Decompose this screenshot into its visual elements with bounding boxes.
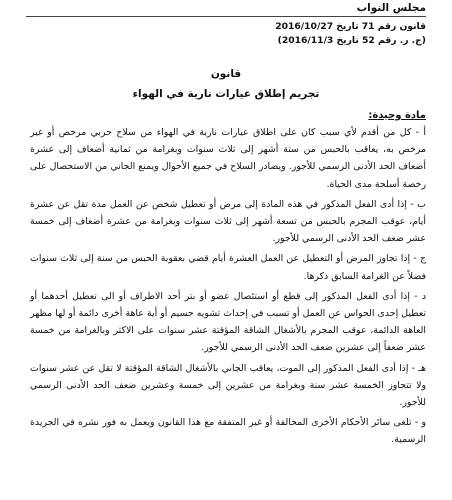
gazette-reference: (ج. ر. رقم 52 تاريخ 2016/11/3) xyxy=(277,35,426,46)
document-header xyxy=(26,2,426,46)
single-article-label: مادة وحيدة: xyxy=(368,110,426,121)
law-subtitle: تجريم إطلاق عيارات نارية في الهواء xyxy=(132,88,320,100)
law-title-block xyxy=(0,68,452,100)
header-divider xyxy=(26,16,426,17)
clause-b: ب - إذا أدى الفعل المذكور في هذه المادة إلى مرض أو تعطيل شخص عن العمل مدة تقل عن عشرة أيام، عوقب المجرم بالحبس من تسعة أشهر إلى ثلاث سنوات وبغرامة من عشرة أضعاف إلى خمسة عشر ضعف الحد الأدنى الرسمي للأجور. xyxy=(30,198,426,245)
issuer-heading: مجلس النواب xyxy=(356,2,426,14)
law-body xyxy=(30,124,426,452)
clause-d: د - إذا أدى الفعل المذكور إلى قطع أو استئصال عضو أو بتر أحد الاطراف أو الى تعطيل أحدهما أو تعطيل إحدى الحواس عن العمل أو تسبب في إحداث تشويه جسيم أو أية عاهة أخرى دائمة أو لها مظهر العاهة الدائمة، عوقب المجرم بالأشغال الشاقة المؤقتة عشر سنوات على الاكثر وبالغرامة من خمسة عشر ضعفاً إلى عشرين ضعف الحد الأدنى الرسمي للأجور. xyxy=(30,290,426,354)
law-number-date: قانون رقم 71 تاريخ 2016/10/27 xyxy=(275,21,426,32)
law-title: قانون xyxy=(210,68,242,80)
clause-f: و - تلغى سائر الأحكام الأخرى المخالفة أو غير المتفقة مع هذا القانون ويعمل به فور نشره في الجريدة الرسمية. xyxy=(30,417,426,446)
clause-c: ج - إذا تجاوز المرض أو التعطيل عن العمل العشرة أيام قضي بعقوبة الحبس من سنة إلى ثلاث سنوات فضلاً عن الغرامة السابق ذكرها. xyxy=(30,253,426,282)
clause-a: أ - كل من أقدم لأي سبب كان على اطلاق عيارات نارية في الهواء من سلاح حربي مرخص أو غير مرخص به، يعاقب بالحبس من ستة أشهر إلى ثلاث سنوات وبغرامة من ثمانية أضعاف إلى عشرة أضعاف الحد الأدنى الرسمي للأجور. ويصادر السلاح في جميع الأحوال ويمنع الجاني من الاستحصال على رخصة أسلحة مدى الحياة. xyxy=(30,127,426,190)
clause-e: هـ - إذا أدى الفعل المذكور إلى الموت، يعاقب الجاني بالأشغال الشاقة المؤقتة لا تقل عن عشر سنوات ولا تتجاوز الخمسة عشر سنة وبغرامة من عشرين إلى خمسة وعشرين ضعف الحد الأدنى الرسمي للأجور. xyxy=(30,362,426,409)
